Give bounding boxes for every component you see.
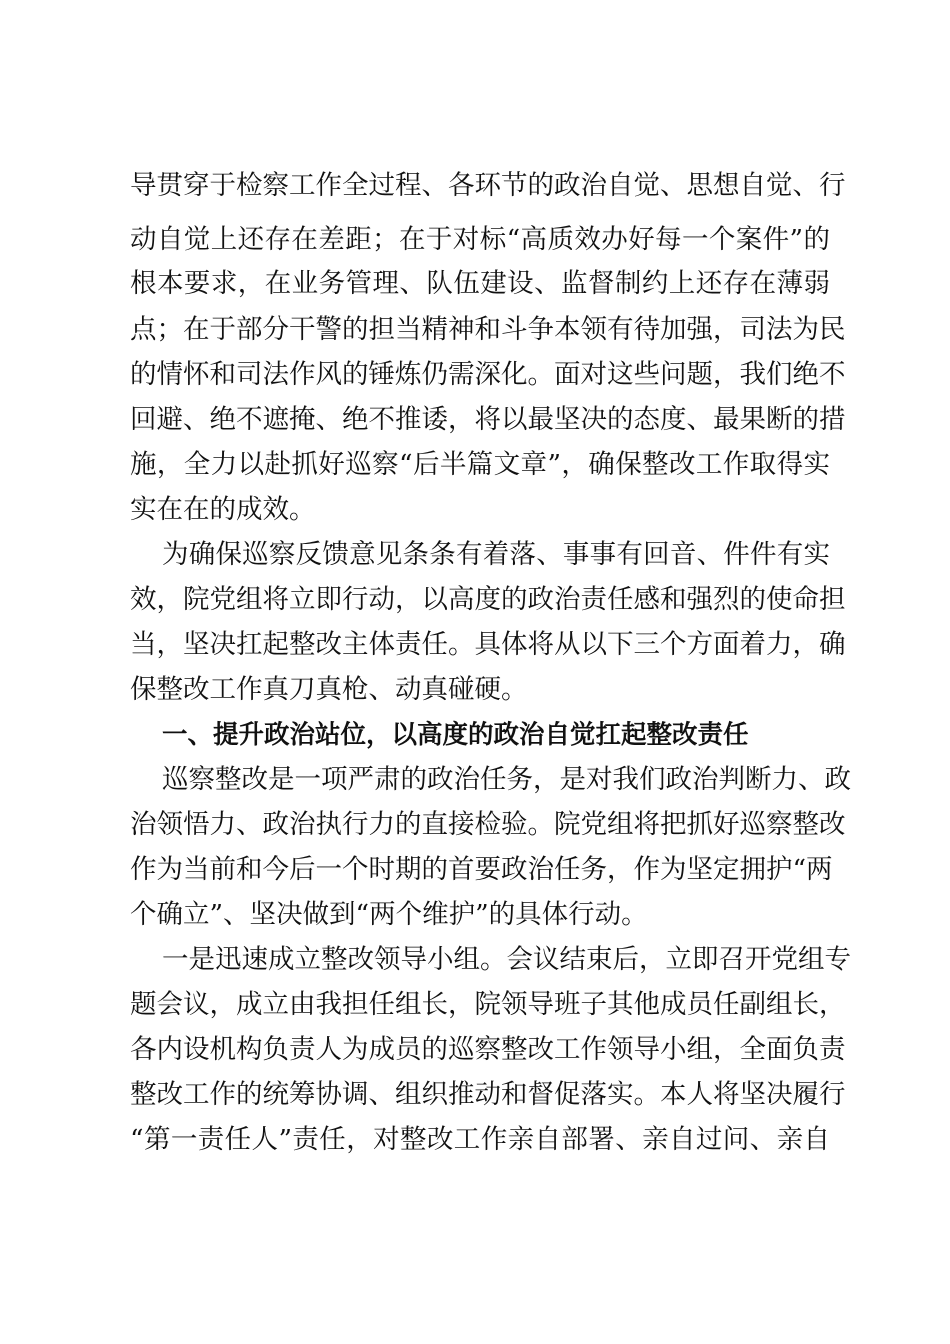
text-line: 各内设机构负责人为成员的巡察整改工作领导小组，全面负责 (130, 1034, 846, 1065)
text-line: 巡察整改是一项严肃的政治任务，是对我们政治判断力、政 (162, 764, 851, 795)
text-line: 施，全力以赴抓好巡察“后半篇文章”，确保整改工作取得实 (130, 449, 830, 480)
text-line: 导贯穿于检察工作全过程、各环节的政治自觉、思想自觉、行 (130, 170, 846, 201)
text-line: 动自觉上还存在差距；在于对标“高质效办好每一个案件”的 (130, 224, 830, 255)
text-line: 实在在的成效。 (130, 494, 316, 525)
text-line: 当，坚决扛起整改主体责任。具体将从以下三个方面着力，确 (130, 629, 846, 660)
text-line: 回避、绝不遮掩、绝不推诿，将以最坚决的态度、最果断的措 (130, 404, 846, 435)
text-line: 一是迅速成立整改领导小组。会议结束后，立即召开党组专 (162, 944, 851, 975)
text-line: 保整改工作真刀真枪、动真碰硬。 (130, 674, 528, 705)
text-line: 点；在于部分干警的担当精神和斗争本领有待加强，司法为民 (130, 314, 846, 345)
text-line: 效，院党组将立即行动，以高度的政治责任感和强烈的使命担 (130, 584, 846, 615)
text-line: 根本要求，在业务管理、队伍建设、监督制约上还存在薄弱 (130, 268, 830, 299)
text-line: 个确立”、坚决做到“两个维护”的具体行动。 (130, 899, 648, 930)
text-line: 的情怀和司法作风的锤炼仍需深化。面对这些问题，我们绝不 (130, 359, 846, 390)
text-line: “第一责任人”责任，对整改工作亲自部署、亲自过问、亲自 (130, 1124, 830, 1155)
text-line: 为确保巡察反馈意见条条有着落、事事有回音、件件有实 (162, 539, 830, 570)
text-line: 题会议，成立由我担任组长，院领导班子其他成员任副组长， (130, 989, 846, 1020)
section-heading: 一、提升政治站位，以高度的政治自觉扛起整改责任 (162, 720, 749, 750)
text-line: 作为当前和今后一个时期的首要政治任务，作为坚定拥护“两 (130, 854, 833, 885)
text-line: 整改工作的统筹协调、组织推动和督促落实。本人将坚决履行 (130, 1079, 846, 1110)
text-line: 治领悟力、政治执行力的直接检验。院党组将把抓好巡察整改 (130, 809, 846, 840)
